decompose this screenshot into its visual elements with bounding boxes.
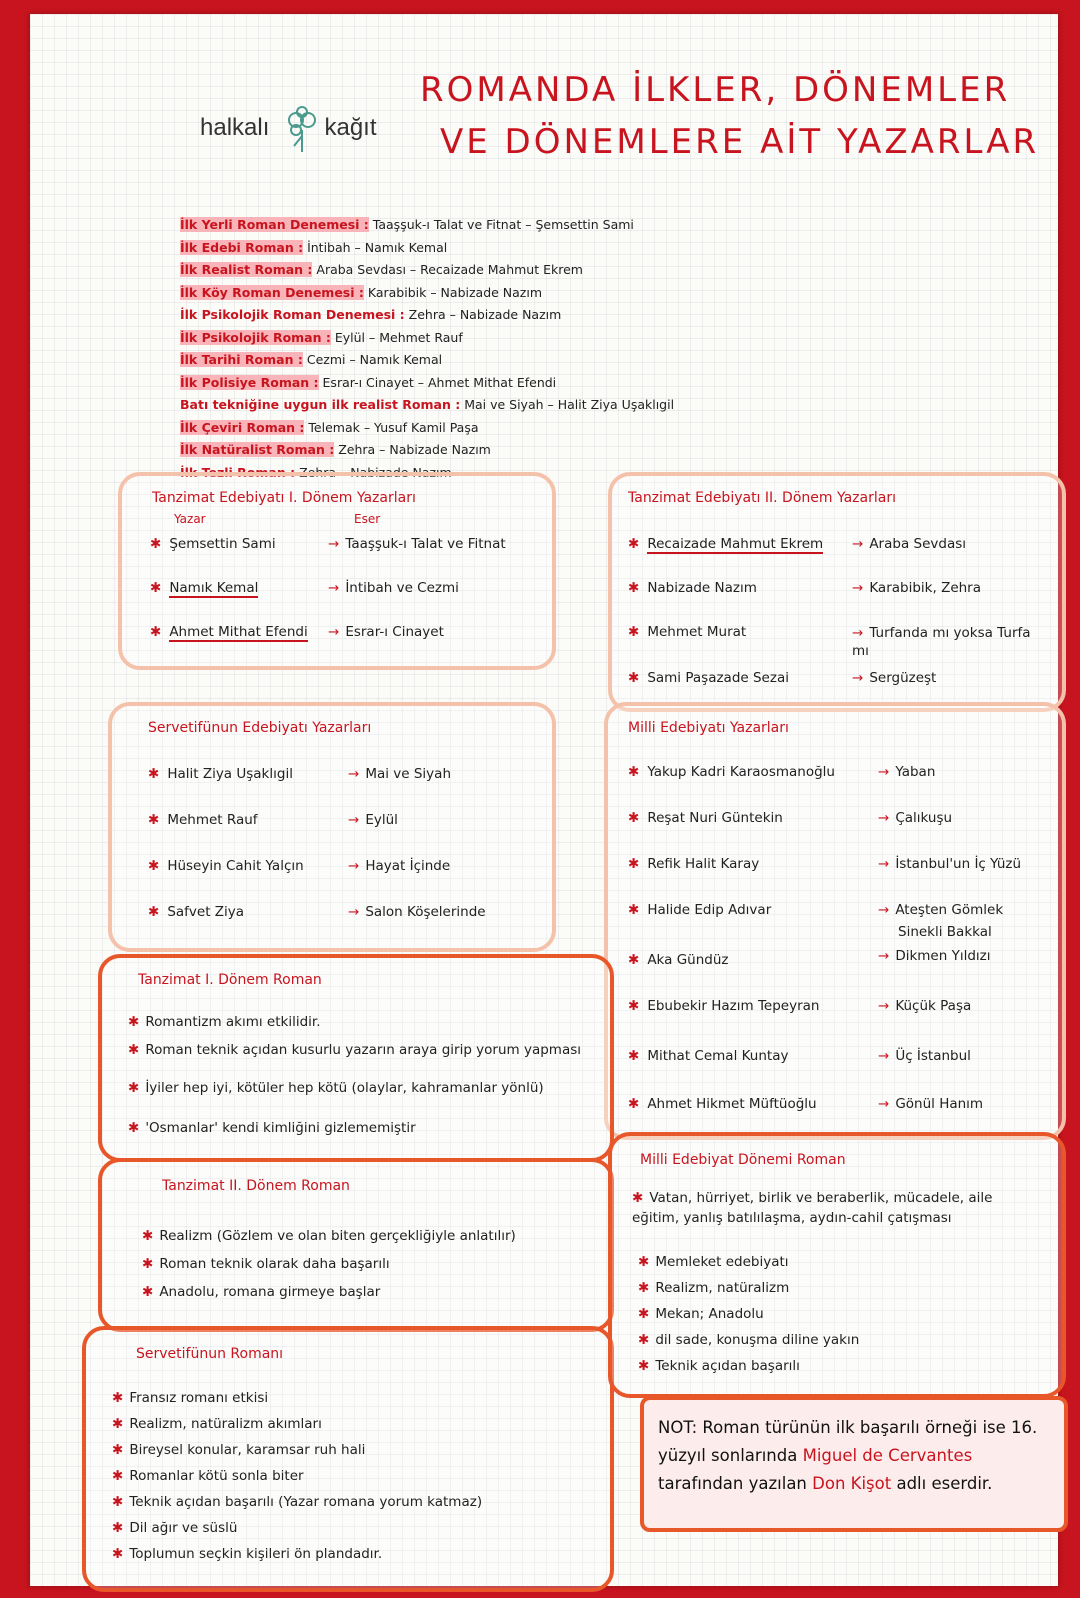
- list-item: → Karabibik, Zehra: [852, 580, 981, 596]
- brand-logo: [200, 114, 377, 142]
- note-work: Don Kişot: [812, 1474, 892, 1493]
- list-item: ✱ Realizm, natüralizm: [638, 1280, 790, 1296]
- note-author: Miguel de Cervantes: [802, 1446, 973, 1465]
- list-item: ✱ Mehmet Murat: [628, 624, 747, 640]
- list-item: İlk Psikolojik Roman Denemesi : Zehra – Nabizade Nazım: [180, 307, 562, 322]
- firsts-list: [180, 214, 674, 484]
- list-item: İlk Natüralist Roman : Zehra – Nabizade Nazım: [180, 442, 491, 457]
- servetifunun-authors-box: [108, 702, 556, 952]
- column-header-work: Eser: [354, 512, 381, 526]
- list-item: ✱ Dil ağır ve süslü: [112, 1520, 238, 1536]
- box-title: Tanzimat Edebiyatı II. Dönem Yazarları: [628, 490, 896, 506]
- list-item: ✱ Nabizade Nazım: [628, 580, 757, 596]
- list-item: → İstanbul'un İç Yüzü: [878, 856, 1022, 872]
- title-line-1: ROMANDA İLKLER, DÖNEMLER: [420, 70, 1011, 110]
- list-item: ✱ Yakup Kadri Karaosmanoğlu: [628, 764, 835, 780]
- list-item: ✱ Aka Gündüz: [628, 952, 729, 968]
- tanzimat-2-authors-box: [608, 472, 1066, 712]
- list-item: → Çalıkuşu: [878, 810, 953, 826]
- list-item: ✱ Toplumun seçkin kişileri ön plandadır.: [112, 1546, 383, 1562]
- list-item: ✱ Fransız romanı etkisi: [112, 1390, 269, 1406]
- list-item: ✱ İyiler hep iyi, kötüler hep kötü (olaylar, kahramanlar yönlü): [128, 1080, 544, 1096]
- list-item: ✱ Şemsettin Sami: [150, 536, 276, 552]
- title-line-2: VE DÖNEMLERE AİT YAZARLAR: [440, 122, 1040, 162]
- tanzimat-1-roman-box: [98, 954, 614, 1162]
- list-item: ✱ Realizm, natüralizm akımları: [112, 1416, 322, 1432]
- servetifunun-roman-box: [82, 1326, 614, 1592]
- list-item: → Küçük Paşa: [878, 998, 972, 1014]
- list-item: ✱ Romanlar kötü sonla biter: [112, 1468, 304, 1484]
- list-item: İlk Polisiye Roman : Esrar-ı Cinayet – Ahmet Mithat Efendi: [180, 374, 557, 390]
- list-item: ✱ Halide Edip Adıvar: [628, 902, 772, 918]
- tanzimat-2-roman-box: [98, 1158, 614, 1332]
- list-item: Batı tekniğine uygun ilk realist Roman : Mai ve Siyah – Halit Ziya Uşaklıgil: [180, 397, 675, 412]
- list-item: ✱ Safvet Ziya: [148, 904, 245, 920]
- list-item: → Dikmen Yıldızı: [878, 948, 991, 964]
- list-item: → Hayat İçinde: [348, 858, 451, 874]
- list-item: ✱ dil sade, konuşma diline yakın: [638, 1332, 860, 1348]
- list-item: ✱ Ahmet Hikmet Müftüoğlu: [628, 1096, 817, 1112]
- list-item: → Turfanda mı yoksa Turfa mı: [852, 625, 1031, 659]
- list-item: ✱ Anadolu, romana girmeye başlar: [142, 1284, 381, 1300]
- list-item: İlk Edebi Roman : İntibah – Namık Kemal: [180, 239, 448, 255]
- list-item: ✱ Ebubekir Hazım Tepeyran: [628, 998, 820, 1014]
- list-item: ✱ Romantizm akımı etkilidir.: [128, 1014, 321, 1030]
- list-item: ✱ 'Osmanlar' kendi kimliğini gizlememiştir: [128, 1120, 416, 1136]
- list-item: ✱ Sami Paşazade Sezai: [628, 670, 789, 686]
- page-title: [420, 64, 1060, 168]
- list-item: ✱ Teknik açıdan başarılı: [638, 1358, 800, 1374]
- box-title: Tanzimat I. Dönem Roman: [138, 972, 322, 988]
- list-item: ✱ Mehmet Rauf: [148, 812, 258, 828]
- box-title: Servetifünun Romanı: [136, 1346, 284, 1362]
- list-item: → Salon Köşelerinde: [348, 904, 486, 920]
- list-item: ✱ Vatan, hürriyet, birlik ve beraberlik, mücadele, aile eğitim, yanlış batılılaşma, aydın-cahil çatışması: [632, 1190, 993, 1226]
- list-item: ✱ Teknik açıdan başarılı (Yazar romana yorum katmaz): [112, 1494, 483, 1510]
- list-item: ✱ Namık Kemal: [150, 580, 259, 596]
- tree-logo-icon: [282, 106, 322, 154]
- list-item: → Mai ve Siyah: [348, 766, 451, 782]
- list-item: ✱ Hüseyin Cahit Yalçın: [148, 858, 304, 874]
- logo-right-word: kağıt: [324, 114, 377, 141]
- list-item: ✱ Roman teknik açıdan kusurlu yazarın araya girip yorum yapması: [128, 1042, 582, 1058]
- list-item: → Gönül Hanım: [878, 1096, 984, 1112]
- note-text: NOT: Roman türünün ilk başarılı örneği ise 16. yüzyıl sonlarında Miguel de Cervantes tarafından yazılan Don Kişot adlı eserdir.: [658, 1418, 1038, 1493]
- list-item: → Üç İstanbul: [878, 1048, 971, 1064]
- list-item: → Yaban: [878, 764, 936, 780]
- list-item: Sinekli Bakkal: [898, 924, 992, 940]
- box-title: Tanzimat Edebiyatı I. Dönem Yazarları: [152, 490, 416, 506]
- list-item: ✱ Mekan; Anadolu: [638, 1306, 764, 1322]
- milli-roman-box: [608, 1132, 1066, 1398]
- list-item: ✱ Reşat Nuri Güntekin: [628, 810, 783, 826]
- list-item: ✱ Realizm (Gözlem ve olan biten gerçekliğiyle anlatılır): [142, 1228, 516, 1244]
- list-item: → İntibah ve Cezmi: [328, 580, 459, 596]
- list-item: İlk Tezli Roman : Zehra – Nabizade Nazım: [180, 464, 452, 480]
- list-item: İlk Çeviri Roman : Telemak – Yusuf Kamil Paşa: [180, 419, 479, 435]
- list-item: ✱ Ahmet Mithat Efendi: [150, 624, 308, 640]
- list-item: ✱ Halit Ziya Uşaklıgil: [148, 766, 293, 782]
- note-label: NOT:: [658, 1418, 698, 1437]
- list-item: ✱ Roman teknik olarak daha başarılı: [142, 1256, 390, 1272]
- list-item: → Esrar-ı Cinayet: [328, 624, 444, 640]
- list-item: İlk Realist Roman : Araba Sevdası – Recaizade Mahmut Ekrem: [180, 262, 583, 277]
- list-item: → Sergüzeşt: [852, 670, 937, 686]
- list-item: ✱ Memleket edebiyatı: [638, 1254, 789, 1270]
- box-title: Tanzimat II. Dönem Roman: [162, 1178, 350, 1194]
- list-item: → Taaşşuk-ı Talat ve Fitnat: [328, 536, 506, 552]
- list-item: → Eylül: [348, 812, 398, 828]
- list-item: ✱ Recaizade Mahmut Ekrem: [628, 536, 824, 552]
- box-title: Servetifünun Edebiyatı Yazarları: [148, 720, 372, 736]
- list-item: İlk Yerli Roman Denemesi : Taaşşuk-ı Talat ve Fitnat – Şemsettin Sami: [180, 217, 634, 232]
- column-header-author: Yazar: [174, 512, 206, 526]
- list-item: İlk Köy Roman Denemesi : Karabibik – Nabizade Nazım: [180, 284, 543, 300]
- notebook-page: [30, 14, 1058, 1586]
- box-title: Milli Edebiyat Dönemi Roman: [640, 1152, 846, 1168]
- milli-authors-box: [604, 702, 1066, 1140]
- box-title: Milli Edebiyatı Yazarları: [628, 720, 789, 736]
- list-item: ✱ Mithat Cemal Kuntay: [628, 1048, 789, 1064]
- list-item: İlk Tarihi Roman : Cezmi – Namık Kemal: [180, 352, 443, 367]
- list-item: ✱ Refik Halit Karay: [628, 856, 760, 872]
- list-item: → Araba Sevdası: [852, 536, 966, 552]
- tanzimat-1-authors-box: [118, 472, 556, 670]
- logo-left-word: halkalı: [200, 114, 270, 141]
- list-item: → Ateşten Gömlek: [878, 902, 1004, 918]
- note-box: [640, 1396, 1068, 1532]
- list-item: İlk Psikolojik Roman : Eylül – Mehmet Rauf: [180, 329, 463, 345]
- list-item: ✱ Bireysel konular, karamsar ruh hali: [112, 1442, 366, 1458]
